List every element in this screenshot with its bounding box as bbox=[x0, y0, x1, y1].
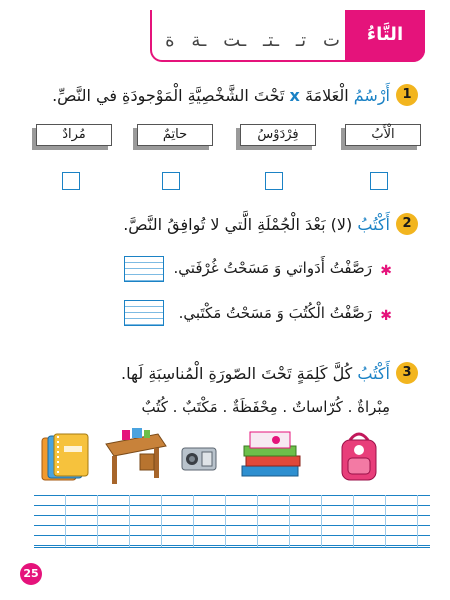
answer-box-firdaws[interactable] bbox=[265, 172, 283, 190]
question-2-instruction bbox=[123, 215, 390, 234]
letter-form: ة bbox=[165, 30, 175, 51]
sentence-row-1 bbox=[380, 260, 392, 279]
answer-box-father[interactable] bbox=[370, 172, 388, 190]
school-bag-picture bbox=[336, 428, 382, 486]
desk-picture bbox=[102, 424, 168, 488]
name-label-murad: مُرادٌ bbox=[36, 124, 112, 146]
question-number-1: 1 bbox=[396, 84, 418, 106]
notebooks-picture bbox=[36, 428, 96, 488]
sharpener-picture bbox=[176, 436, 222, 482]
letter-form: ت bbox=[323, 30, 340, 51]
letter-form: تـ bbox=[295, 30, 307, 51]
question-1-instruction bbox=[52, 86, 390, 105]
sentence-1: رَصَّفْتُ أَدَواتي وَ مَسَحْتُ غُرْفَتي. bbox=[173, 259, 372, 277]
letter-form: ـتـ bbox=[263, 30, 279, 51]
cross-mark: x bbox=[289, 86, 300, 105]
bullet-icon: ✱ bbox=[380, 308, 392, 324]
sentence-1-answer-grid[interactable] bbox=[124, 256, 164, 282]
instruction-verb: أَكْتُبُ bbox=[357, 215, 390, 234]
instruction-text: الْعَلامَةَ bbox=[304, 86, 349, 105]
name-label-firdaws: فِرْدَوْسُ bbox=[240, 124, 316, 146]
word-bank: مِبْراةٌ . كُرّاساتٌ . مِحْفَظَةٌ . مَكْتَبٌ . كُتُبٌ bbox=[141, 398, 390, 416]
instruction-text: كُلَّ كَلِمَةٍ تَحْتَ الصّورَةِ الْمُناسِبَةِ لَها. bbox=[121, 364, 353, 383]
bullet-icon: ✱ bbox=[380, 263, 392, 279]
handwriting-lines[interactable] bbox=[34, 495, 430, 548]
letter-forms bbox=[165, 30, 340, 51]
instruction-text: تَحْتَ الشَّخْصِيَّةِ الْمَوْجودَةِ في النَّصِّ. bbox=[52, 86, 285, 105]
name-label-father: الْأَبُ bbox=[345, 124, 421, 146]
sentence-2: رَصَّفْتُ الْكُتُبَ وَ مَسَحْتُ مَكْتَبي. bbox=[178, 304, 372, 322]
instruction-text: (لا) بَعْدَ الْجُمْلَةِ الَّتي لا تُوافِقُ النَّصَّ. bbox=[123, 215, 353, 234]
page-number-badge: 25 bbox=[20, 563, 42, 585]
sentence-row-2 bbox=[380, 305, 392, 324]
question-number-3: 3 bbox=[396, 362, 418, 384]
letter-form: ـة bbox=[191, 30, 207, 51]
letter-form: ـت bbox=[223, 30, 247, 51]
name-label-hatim: حاتِمٌ bbox=[137, 124, 213, 146]
books-picture bbox=[236, 426, 308, 488]
answer-box-murad[interactable] bbox=[62, 172, 80, 190]
lesson-title: التَّاءُ bbox=[366, 24, 404, 45]
instruction-verb: أَرْسُمُ bbox=[353, 86, 390, 105]
question-number-2: 2 bbox=[396, 213, 418, 235]
question-3-instruction bbox=[121, 364, 390, 383]
instruction-verb: أَكْتُبُ bbox=[357, 364, 390, 383]
answer-box-hatim[interactable] bbox=[162, 172, 180, 190]
sentence-2-answer-grid[interactable] bbox=[124, 300, 164, 326]
